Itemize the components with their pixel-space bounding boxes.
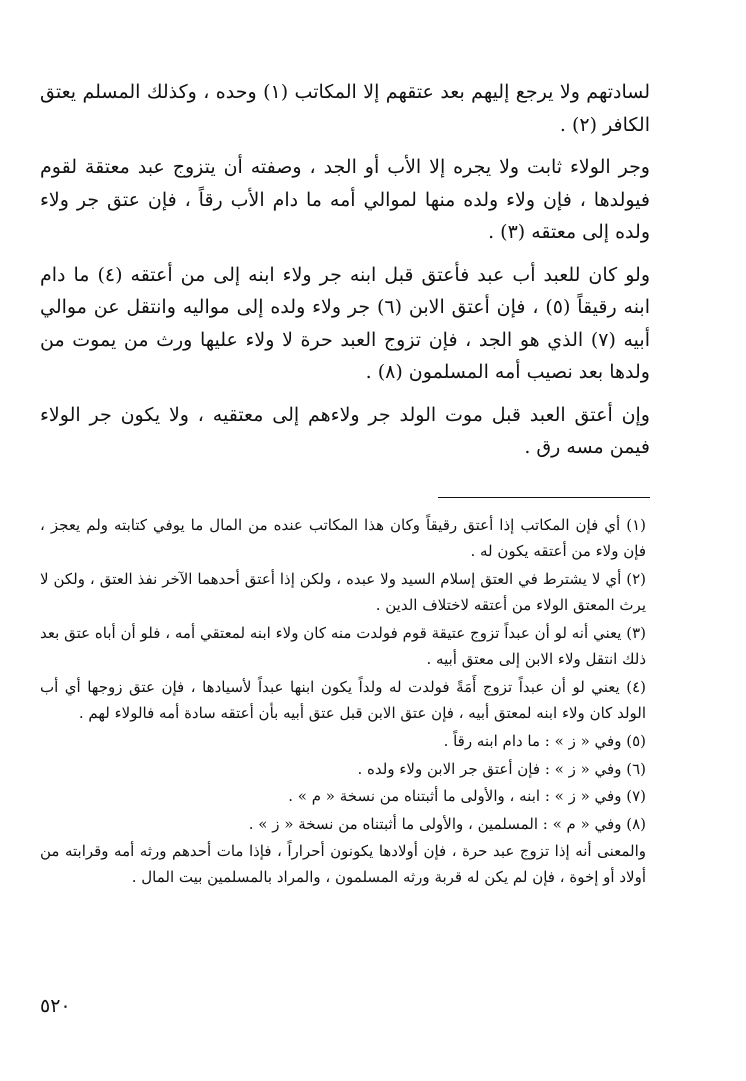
footnote-5: (٥) وفي « ز » : ما دام ابنه رقاً . xyxy=(443,732,646,750)
footnote-explanation: والمعنى أنه إذا تزوج عبد حرة ، فإن أولادها يكونون أحراراً ، فإذا مات أحدهم ورثه أمه وقرابته من أولاد أو إخوة ، فإن لم يكن له قربة ورثه المسلمون ، والمراد بالمسلمين بيت المال . xyxy=(40,842,646,886)
page-number: ٥٢٠ xyxy=(40,995,71,1017)
footnote-6: (٦) وفي « ز » : فإن أعتق جر الابن ولاء ولده . xyxy=(357,759,646,778)
footnote-4: (٤) يعني لو أن عبداً تزوج أَمَةً فولدت له ولداً يكون ابنها عبداً لأسيادها ، فإن عتق زوجها أي أب الولد كان ولاء ابنه لمعتق أبيه ، فإن عتق الابن قبل عتق أبيه بأن أعتقه سادة أمه فالولاء لهم . xyxy=(40,678,646,722)
paragraph-2: وجر الولاء ثابت ولا يجره إلا الأب أو الجد ، وصفته أن يتزوج عبد معتقة لقوم فيولدها ، فإن ولاء ولده منها لموالي أمه ما دام الأب رقاً ، فإن عتق جر ولاء ولده إلى معتقه (٣) . xyxy=(40,156,650,243)
paragraph-4: وإن أعتق العبد قبل موت الولد جر ولاءهم إلى معتقيه ، ولا يكون جر الولاء فيمن مسه رق . xyxy=(40,403,650,458)
footnote-3: (٣) يعني أنه لو أن عبداً تزوج عتيقة قوم فولدت منه كان ولاء ابنه لمعتقي أمه ، فلو أن أباه عتق بعد ذلك انتقل ولاء الابن إلى معتق أبيه . xyxy=(40,624,646,668)
footnote-1: (١) أي فإن المكاتب إذا أعتق رقيقاً وكان هذا المكاتب عنده من المال ما يوفي كتابته ولم يعجز ، فإن ولاء من أعتقه يكون له . xyxy=(40,516,646,560)
paragraph-1: لسادتهم ولا يرجع إليهم بعد عتقهم إلا المكاتب (١) وحده ، وكذلك المسلم يعتق الكافر (٢) . xyxy=(40,81,650,136)
footnotes xyxy=(40,513,646,893)
footnote-7: (٧) وفي « ز » : ابنه ، والأولى ما أثبتناه من نسخة « م » . xyxy=(288,787,646,805)
footnote-2: (٢) أي لا يشترط في العتق إسلام السيد ولا عبده ، ولكن إذا أعتق أحدهما الآخر نفذ العتق ، ولكن لا يرث المعتق الولاء من أعتقه لاختلاف الدين . xyxy=(40,570,646,614)
main-text xyxy=(40,76,650,474)
footnote-8: (٨) وفي « م » : المسلمين ، والأولى ما أثبتناه من نسخة « ز » . xyxy=(248,814,646,833)
paragraph-3: ولو كان للعبد أب عبد فأعتق قبل ابنه جر ولاء ابنه إلى من أعتقه (٤) ما دام ابنه رقيقاً (٥) ، فإن أعتق الابن (٦) جر ولاء ولده إلى مواليه وانتقل عن موالي أبيه (٧) الذي هو الجد ، فإن تزوج العبد حرة لا ولاء عليها ورث من يموت من ولدها بعد نصيب أمه المسلمون (٨) . xyxy=(40,263,650,383)
footnote-divider xyxy=(438,497,650,498)
